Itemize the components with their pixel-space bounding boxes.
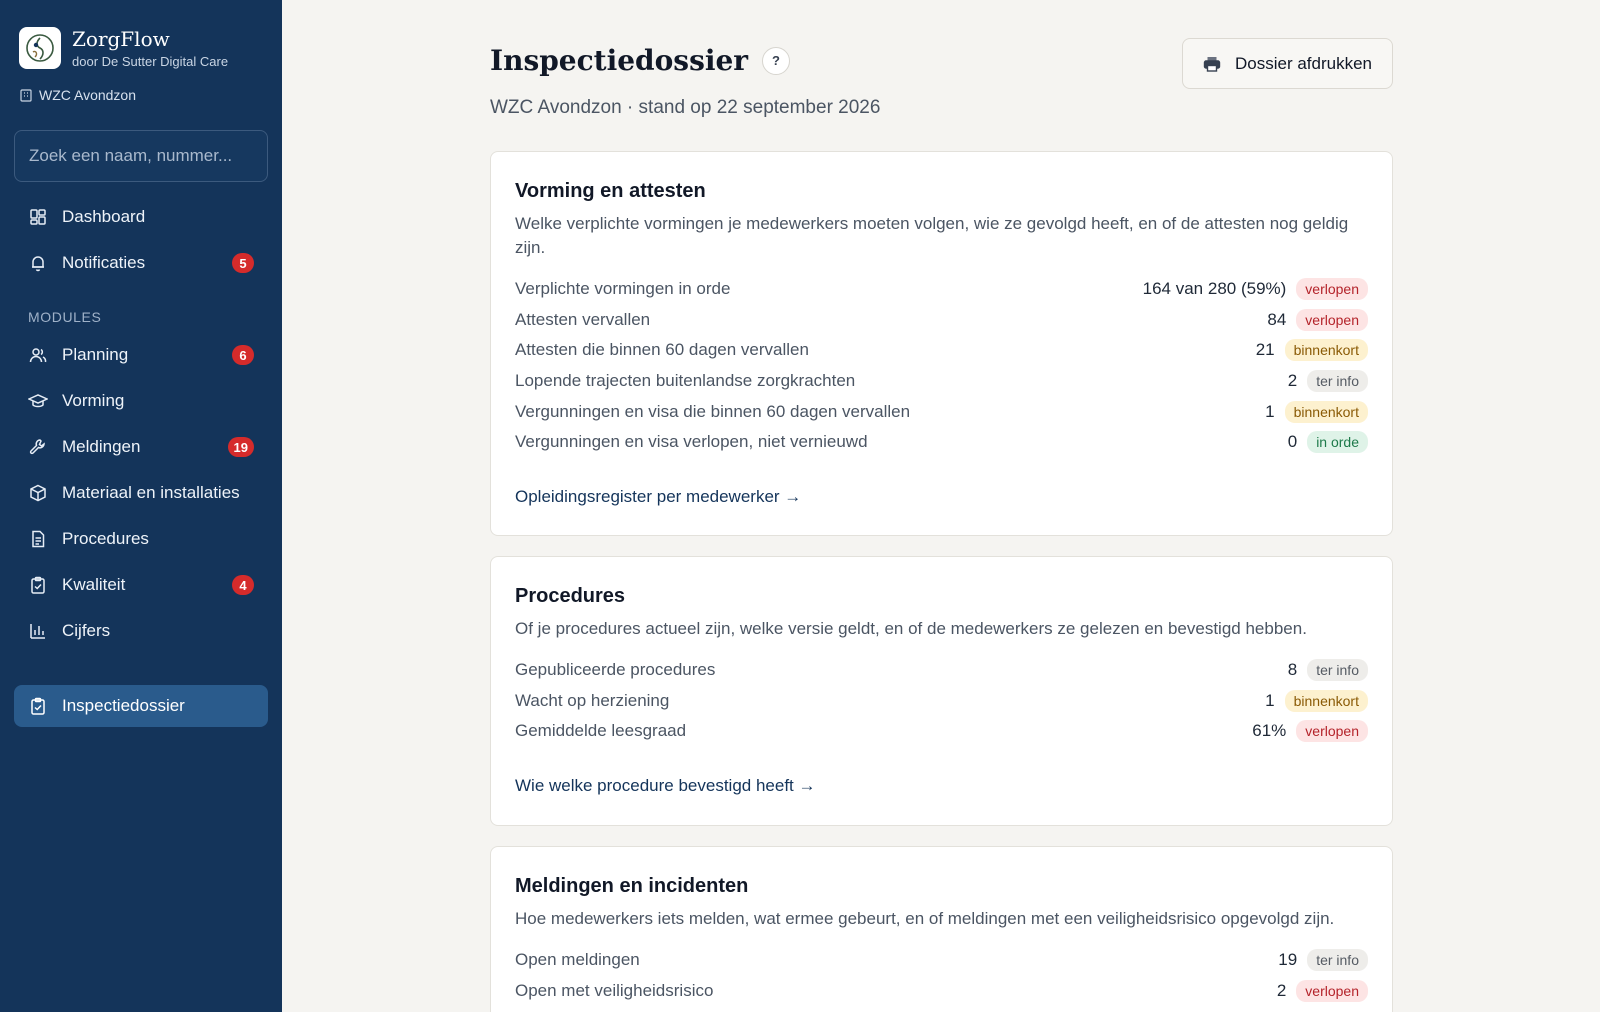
search-input[interactable] bbox=[14, 130, 268, 182]
box-icon bbox=[28, 483, 48, 503]
card-procedures bbox=[490, 556, 1393, 826]
sidebar-item-kwaliteit[interactable] bbox=[14, 564, 268, 606]
sidebar-item-label: Vorming bbox=[62, 391, 125, 410]
metric-label: Vergunningen en visa die binnen 60 dagen vervallen bbox=[515, 401, 911, 421]
metric-row bbox=[515, 716, 1368, 747]
sidebar-item-label: Planning bbox=[62, 345, 129, 364]
metric-value: 164 van 280 (59%) bbox=[1142, 279, 1287, 299]
metric-label: Verplichte vormingen in orde bbox=[515, 279, 731, 299]
metric-value: 84 bbox=[1267, 309, 1287, 329]
sidebar-item-procedures[interactable] bbox=[14, 518, 268, 560]
sidebar-item-materiaal[interactable] bbox=[14, 472, 268, 514]
bar-chart-icon bbox=[28, 621, 48, 641]
wrench-icon bbox=[28, 437, 48, 457]
clipboard-check-icon bbox=[28, 575, 48, 595]
status-badge: ter info bbox=[1307, 949, 1368, 971]
metric-label: Lopende trajecten buitenlandse zorgkrachten bbox=[515, 371, 856, 391]
card-title: Meldingen en incidenten bbox=[515, 875, 749, 897]
card-description: Of je procedures actueel zijn, welke versie geldt, en of de medewerkers ze gelezen en bevestigd hebben. bbox=[515, 619, 1307, 638]
card-vorming-attesten bbox=[490, 151, 1393, 536]
dashboard-icon bbox=[28, 207, 48, 227]
graduation-cap-icon bbox=[28, 391, 48, 411]
metric-label: Open meldingen bbox=[515, 950, 640, 970]
printer-icon bbox=[1203, 56, 1221, 72]
status-badge: verlopen bbox=[1296, 980, 1368, 1002]
metric-label: Gepubliceerde procedures bbox=[515, 660, 716, 680]
metric-value: 61% bbox=[1252, 721, 1287, 741]
metric-row bbox=[515, 427, 1368, 458]
metric-label: Vergunningen en visa verlopen, niet vernieuwd bbox=[515, 432, 868, 452]
metric-row bbox=[515, 274, 1368, 305]
organization bbox=[19, 87, 136, 103]
sidebar-item-label: Procedures bbox=[62, 529, 149, 548]
opleidingsregister-link[interactable]: Opleidingsregister per medewerker → bbox=[515, 486, 802, 506]
sidebar-item-notificaties[interactable] bbox=[14, 242, 268, 284]
sidebar-item-label: Materiaal en installaties bbox=[62, 483, 240, 502]
sidebar-item-label: Kwaliteit bbox=[62, 575, 126, 594]
brand[interactable] bbox=[19, 27, 228, 69]
sidebar-item-label: Meldingen bbox=[62, 437, 141, 456]
users-icon bbox=[28, 345, 48, 365]
metric-row bbox=[515, 945, 1368, 976]
status-badge: verlopen bbox=[1296, 309, 1368, 331]
metric-row bbox=[515, 396, 1368, 427]
sidebar-item-label: Inspectiedossier bbox=[62, 696, 185, 715]
metric-label: Gemiddelde leesgraad bbox=[515, 721, 687, 741]
status-badge: verlopen bbox=[1296, 278, 1368, 300]
print-dossier-button[interactable] bbox=[1182, 38, 1393, 89]
document-icon bbox=[28, 529, 48, 549]
metric-row bbox=[515, 305, 1368, 336]
metric-label: Wacht op herziening bbox=[515, 690, 670, 710]
planning-count-badge: 6 bbox=[232, 345, 254, 365]
meldingen-count-badge: 19 bbox=[228, 437, 254, 457]
sidebar-item-label: Dashboard bbox=[62, 207, 146, 226]
metric-label: Open met veiligheidsrisico bbox=[515, 980, 714, 1000]
metric-value: 19 bbox=[1278, 950, 1298, 970]
card-meldingen-incidenten bbox=[490, 846, 1393, 1012]
metric-row bbox=[515, 335, 1368, 366]
sidebar-item-label: Notificaties bbox=[62, 253, 146, 272]
metric-row bbox=[515, 976, 1368, 1007]
metric-value: 21 bbox=[1255, 340, 1275, 360]
metric-row bbox=[515, 686, 1368, 717]
status-badge: in orde bbox=[1307, 431, 1368, 453]
metric-list bbox=[515, 655, 1368, 747]
metric-value: 1 bbox=[1265, 690, 1275, 710]
status-badge: binnenkort bbox=[1285, 401, 1368, 423]
zorgflow-logo-icon bbox=[19, 27, 61, 69]
sidebar-item-planning[interactable] bbox=[14, 334, 268, 376]
notification-count-badge: 5 bbox=[232, 253, 254, 273]
building-icon bbox=[19, 88, 33, 102]
metric-value: 2 bbox=[1276, 980, 1287, 1000]
organization-name: WZC Avondzon bbox=[39, 87, 137, 103]
kwaliteit-count-badge: 4 bbox=[232, 575, 254, 595]
metric-row bbox=[515, 366, 1368, 397]
status-badge: ter info bbox=[1307, 370, 1368, 392]
page-subtitle: WZC Avondzon · stand op 22 september 2026 bbox=[490, 97, 881, 118]
metric-label: Attesten vervallen bbox=[515, 309, 651, 329]
metric-value: 2 bbox=[1287, 371, 1298, 391]
print-button-label: Dossier afdrukken bbox=[1234, 53, 1372, 73]
status-badge: binnenkort bbox=[1285, 339, 1368, 361]
card-title: Procedures bbox=[515, 585, 626, 607]
sidebar-item-meldingen[interactable] bbox=[14, 426, 268, 468]
card-title: Vorming en attesten bbox=[515, 180, 706, 202]
sidebar-item-label: Cijfers bbox=[62, 621, 111, 640]
status-badge: verlopen bbox=[1296, 720, 1368, 742]
metric-row bbox=[515, 655, 1368, 686]
procedure-bevestiging-link[interactable]: Wie welke procedure bevestigd heeft → bbox=[515, 775, 816, 795]
metric-list bbox=[515, 945, 1368, 1006]
status-badge: binnenkort bbox=[1285, 690, 1368, 712]
help-button[interactable]: ? bbox=[762, 47, 790, 75]
metric-value: 8 bbox=[1287, 660, 1298, 680]
metric-value: 0 bbox=[1287, 432, 1298, 452]
card-description: Welke verplichte vormingen je medewerkers moeten volgen, wie ze gevolgd heeft, en of de attesten nog geldig zijn. bbox=[515, 214, 1349, 257]
brand-name: ZorgFlow bbox=[72, 27, 170, 51]
sidebar-item-dashboard[interactable] bbox=[14, 196, 268, 238]
page-header bbox=[490, 44, 790, 77]
sidebar-item-cijfers[interactable] bbox=[14, 610, 268, 652]
sidebar bbox=[0, 0, 282, 1012]
metric-value: 1 bbox=[1265, 401, 1275, 421]
status-badge: ter info bbox=[1307, 659, 1368, 681]
sidebar-item-inspectiedossier[interactable] bbox=[14, 685, 268, 727]
card-description: Hoe medewerkers iets melden, wat ermee gebeurt, en of meldingen met een veiligheidsrisico opgevolgd zijn. bbox=[515, 909, 1335, 928]
bell-icon bbox=[28, 253, 48, 273]
clipboard-check-icon bbox=[28, 696, 48, 716]
sidebar-item-vorming[interactable] bbox=[14, 380, 268, 422]
brand-subtitle: door De Sutter Digital Care bbox=[72, 54, 229, 69]
modules-section-label: MODULES bbox=[28, 309, 102, 325]
page-title: Inspectiedossier bbox=[490, 44, 749, 77]
metric-label: Attesten die binnen 60 dagen vervallen bbox=[515, 340, 809, 360]
metric-list bbox=[515, 274, 1368, 458]
